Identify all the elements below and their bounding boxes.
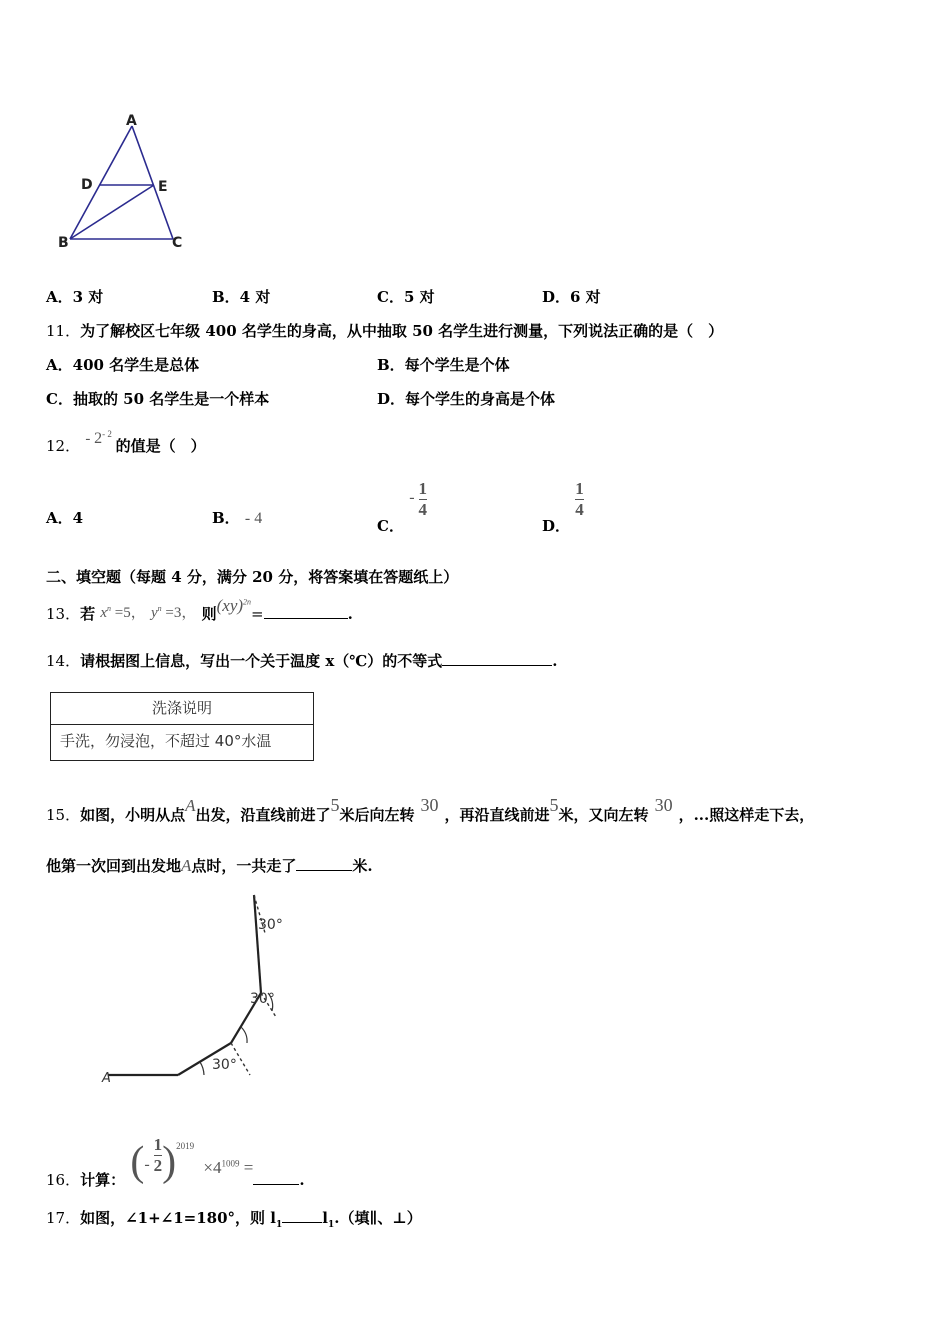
washing-label-title: 洗涤说明: [51, 693, 313, 725]
triangle-figure: [50, 108, 200, 258]
q15-answer-blank[interactable]: [296, 856, 352, 871]
q16-answer-blank[interactable]: [253, 1170, 299, 1185]
q11-option-a: A．400 名学生是总体: [46, 356, 200, 374]
q10-option-c: C．5 对: [377, 288, 435, 306]
q13-answer-blank[interactable]: [264, 604, 348, 619]
section-2-heading: 二、填空题（每题 4 分，满分 20 分，将答案填在答题纸上）: [46, 568, 459, 586]
vertex-d-label: D: [81, 177, 93, 193]
q12-number: 12．: [46, 437, 81, 455]
vertex-a-label: A: [126, 113, 137, 129]
q12-option-a: A．4: [46, 509, 84, 527]
q10-option-d: D．6 对: [542, 288, 601, 306]
q12-option-c: C． - $\frac{1}{4}$: [377, 479, 428, 535]
washing-label-body: 手洗，勿浸泡，不超过 40°水温: [60, 732, 272, 750]
vertex-b-label: B: [58, 235, 69, 251]
q11-text: 为了解校区七年级 400 名学生的身高，从中抽取 50 名学生进行测量，下列说法正确的是（ ）: [80, 322, 724, 340]
q17-stem: 17．如图，∠1+∠1=180°，则 $l_1$ $l_1$.（填∥、⊥）: [46, 1209, 422, 1230]
q11-option-c: C．抽取的 50 名学生是一个样本: [46, 390, 270, 408]
q12-option-d: D． $\frac{1}{4}$: [542, 479, 584, 535]
q12-expression: - $2^{- 2}$: [85, 429, 112, 447]
q10-option-a: A．3 对: [46, 288, 104, 306]
walking-path-figure: [100, 893, 300, 1093]
q12-option-b: B． - 4: [212, 509, 263, 527]
q14-stem: 14．请根据图上信息，写出一个关于温度 x（℃）的不等式 .: [46, 652, 558, 670]
path-start-label: A: [102, 1071, 111, 1086]
q11-stem: [46, 320, 723, 341]
q11-number: 11．: [46, 322, 81, 340]
path-angle-label-1: 30°: [258, 917, 283, 933]
q17-answer-blank[interactable]: [282, 1208, 322, 1223]
q10-option-b: B．4 对: [212, 288, 271, 306]
q15-line-1: 15．如图，小明从点A出发，沿直线前进了5米后向左转 30 ，再沿直线前进5米，又向左转 30 ，...照这样走下去，: [46, 795, 815, 824]
q13-stem: 13．若 $x^n =5$， $y^n =3$， 则(xy)$^{2n}$= .: [46, 596, 353, 623]
vertex-c-label: C: [172, 235, 183, 251]
vertex-e-label: E: [158, 179, 168, 195]
q15-line-2: 他第一次回到出发地A点时，一共走了 米.: [46, 856, 373, 875]
q11-option-d: D．每个学生的身高是个体: [377, 390, 556, 408]
path-angle-label-2: 30°: [250, 991, 275, 1007]
q12-text: 的值是（ ）: [115, 437, 206, 455]
washing-instruction-label: [50, 692, 314, 761]
q12-stem: [46, 429, 206, 456]
q14-answer-blank[interactable]: [442, 651, 552, 666]
q16-stem: 16．计算： (- $\frac{1}{2}$ )$^{2019} \times 4^{1009}$ =.: [46, 1134, 305, 1189]
path-angle-label-3: 30°: [212, 1057, 237, 1073]
q11-option-b: B．每个学生是个体: [377, 356, 510, 374]
